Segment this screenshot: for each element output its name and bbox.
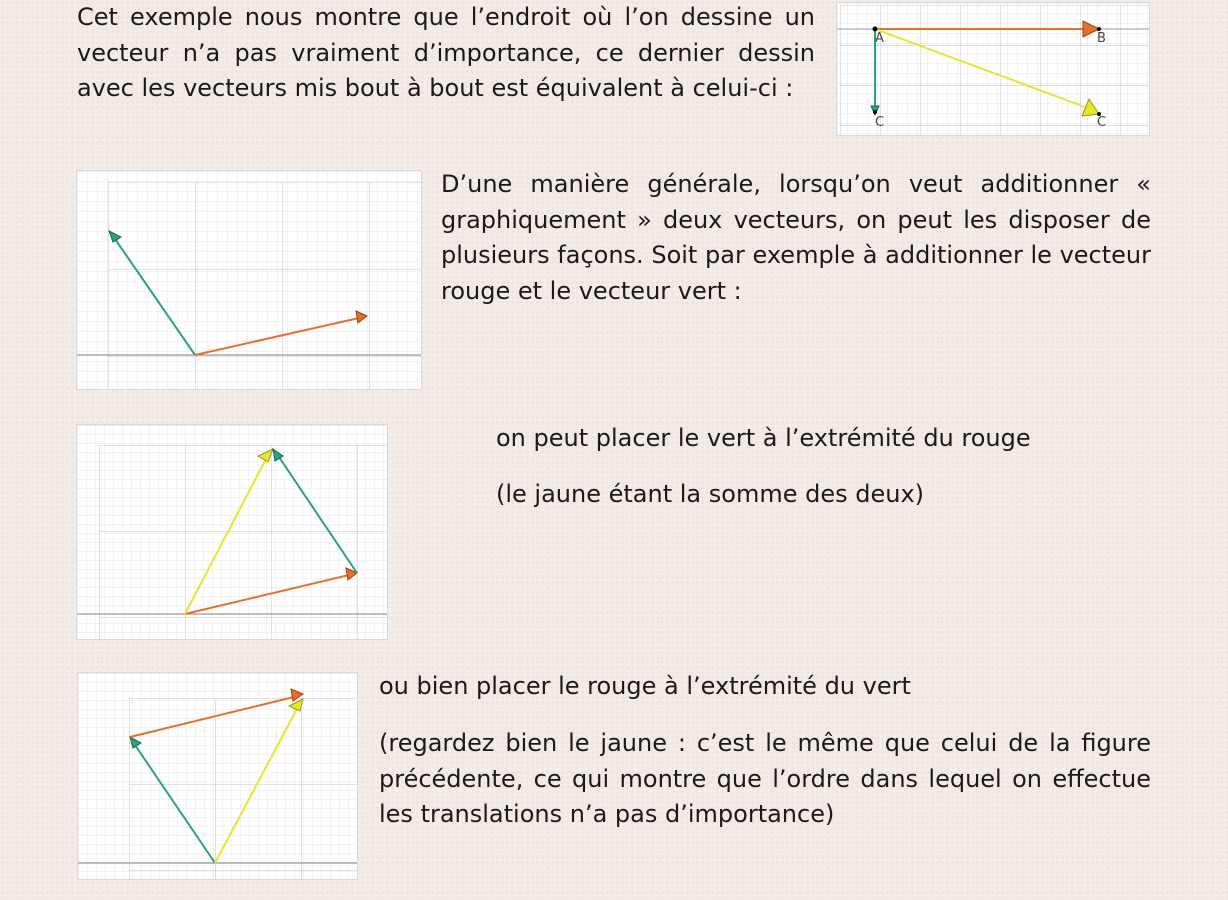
figure-green-at-red-tip-svg: [77, 425, 387, 639]
figure-green-at-red-tip: [76, 424, 388, 640]
paragraph-green-at-red-tip: on peut placer le vert à l’extrémité du rouge: [496, 424, 1031, 452]
paragraph-red-at-green-tip: ou bien placer le rouge à l’extrémité du vert: [379, 672, 911, 700]
figure-vectors-abc-svg: [837, 3, 1149, 135]
paragraph-yellow-is-sum: (le jaune étant la somme des deux): [496, 480, 925, 508]
figure-vectors-abc: [836, 2, 1150, 136]
figure-red-green-vectors: [76, 170, 422, 390]
label-c-yellow: C: [1097, 115, 1107, 130]
label-b: B: [1097, 31, 1106, 46]
label-c-green: C: [875, 115, 885, 130]
paragraph-graphic-addition: D’une manière générale, lorsqu’on veut additionner « graphiquement » deux vecteurs, on peut les disposer de plusieurs façons. Soit par exemple à additionner le vecteur rouge et le vecteur vert :: [441, 170, 1151, 305]
figure-red-at-green-tip: [77, 672, 358, 880]
figure-red-green-vectors-svg: [77, 171, 421, 389]
paragraph-vector-placement: Cet exemple nous montre que l’endroit où l’on dessine un vecteur n’a pas vraiment d’importance, ce dernier dessin avec les vecteurs mis bout à bout est équivalent à celui-ci :: [77, 3, 815, 102]
paragraph-order-irrelevant: (regardez bien le jaune : c’est le même que celui de la figure précédente, ce qui montre que l’ordre dans lequel on effectue les translations n’a pas d’importance): [379, 729, 1151, 828]
label-a: A: [875, 31, 884, 46]
figure-red-at-green-tip-svg: [78, 673, 357, 879]
